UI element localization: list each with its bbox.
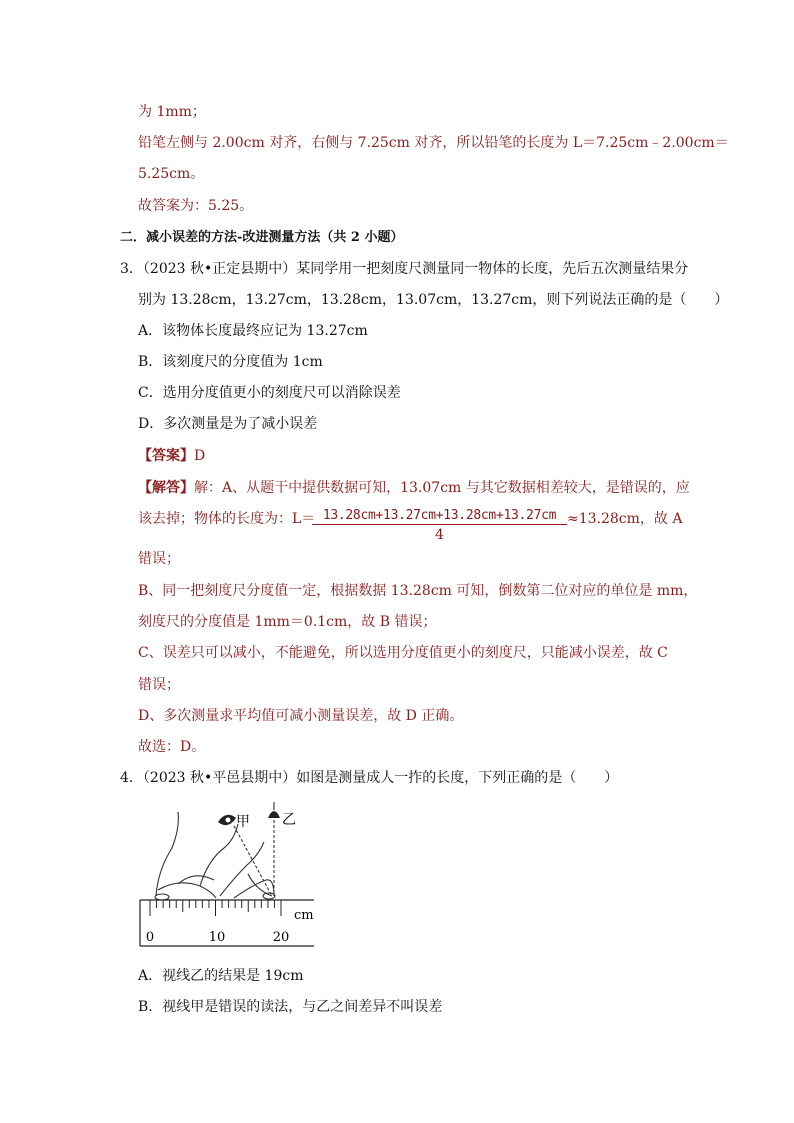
- question-3-text: 别为 13.28cm，13.27cm，13.28cm，13.07cm，13.27cm，则下列说法正确的是（ ）: [138, 292, 729, 308]
- question-4-option-b: B．视线甲是错误的读法，与乙之间差异不叫误差: [138, 999, 443, 1015]
- option-c: C．选用分度值更小的刻度尺可以消除误差: [138, 385, 401, 401]
- unit-label: cm: [294, 908, 314, 923]
- tick-label-20: 20: [272, 930, 290, 945]
- solution-line: 【解答】解：A、从题干中提供数据可知，13.07cm 与其它数据相差较大，是错误的，应: [138, 480, 690, 496]
- solution-line: 错误；: [138, 551, 180, 567]
- eye-jia-icon: [218, 815, 236, 825]
- text-line: 5.25cm。: [138, 166, 205, 182]
- solution-line: 故选：D。: [138, 739, 206, 755]
- answer-line: [138, 446, 205, 466]
- fraction-numerator: 13.28cm+13.27cm+13.28cm+13.27cm: [312, 508, 567, 525]
- tick-label-10: 10: [208, 930, 226, 945]
- text-line: 为 1mm；: [138, 104, 206, 120]
- solution-line: 错误；: [138, 677, 180, 693]
- answer-tag: 【答案】: [138, 448, 194, 464]
- section-heading: 二．减小误差的方法-改进测量方法（共 2 小题）: [120, 230, 404, 245]
- option-a: A．该物体长度最终应记为 13.27cm: [138, 323, 368, 339]
- solution-line: B、同一把刻度尺分度值一定，根据数据 13.28cm 可知，倒数第二位对应的单位是 mm，: [138, 583, 698, 599]
- tick-label-0: 0: [145, 930, 155, 945]
- solution-line: C、误差只可以减小，不能避免，所以选用分度值更小的刻度尺，只能减小误差，故 C: [138, 645, 668, 661]
- eye-yi-icon: [268, 802, 280, 818]
- solution-tag: 【解答】: [138, 480, 194, 496]
- solution-line: ≈13.28cm，故 A: [567, 511, 683, 527]
- solution-line: 刻度尺的分度值是 1mm＝0.1cm，故 B 错误；: [138, 614, 437, 630]
- option-b: B．该刻度尺的分度值为 1cm: [138, 354, 323, 370]
- option-d: D．多次测量是为了减小误差: [138, 416, 318, 432]
- text-line: 铅笔左侧与 2.00cm 对齐，右侧与 7.25cm 对齐，所以铅笔的长度为 L＝7.25cm﹣2.00cm＝: [138, 135, 729, 151]
- fraction: [312, 508, 567, 543]
- question-3-text: 3．（2023 秋•正定县期中）某同学用一把刻度尺测量同一物体的长度，先后五次测量结果分: [120, 261, 689, 277]
- ruler-hand-figure: [138, 800, 328, 950]
- hand-icon: [155, 812, 275, 900]
- label-yi: 乙: [282, 812, 296, 828]
- question-4-option-a: A．视线乙的结果是 19cm: [138, 968, 304, 984]
- text-line: 故答案为：5.25。: [138, 198, 254, 214]
- question-4-text: 4．（2023 秋•平邑县期中）如图是测量成人一拃的长度，下列正确的是（ ）: [120, 770, 619, 786]
- label-jia: 甲: [236, 814, 250, 830]
- answer-value: D: [194, 448, 206, 464]
- fraction-denominator: 4: [435, 527, 444, 543]
- solution-line: D、多次测量求平均值可减小测量误差，故 D 正确。: [138, 708, 464, 724]
- solution-line: 该去掉；物体的长度为：L＝: [138, 511, 316, 527]
